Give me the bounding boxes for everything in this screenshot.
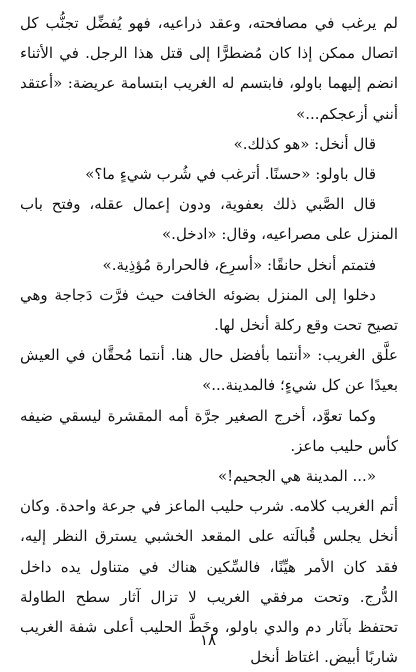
paragraph-4: قال الصَّبي ذلك بعفوية، ودون إعمال عقله، وفتح باب المنزل على مصراعيه، وقال: «ادخل.»	[20, 195, 398, 244]
paragraph-6: دخلوا إلى المنزل بضوئه الخافت حيث فرَّت دَجاجة وهي تصيح تحت وقع ركلة أنخل لها.	[20, 285, 398, 335]
paragraph-8: وكما تعوَّد، أخرج الصغير جرَّة أمه المقشرة ليسقي ضيفه كأس حليب ماعز.	[20, 406, 398, 455]
paragraph-9: «... المدينة هي الجحيم!»	[217, 467, 376, 486]
paragraph-5: فتمتم أنخل حانقًا: «أسرِع، فالحرارة مُؤذِية.»	[102, 255, 376, 274]
paragraph-10: أتم الغريب كلامه. شرب حليب الماعز في جرعة واحدة. وكان أنخل يجلس قُبالَته على المقعد الخشبي يسترق النظر إليه، فقد كان الأمر هيِّنًا، فالسِّكين هناك في متناول يده داخل الدُّرج. وتحت مرفقي الغريب لا تزال آثار سطح الطاولة تحتفظ بآثار دم والدي باولو، وخَطَّ الحليب أعلى شفة الغريب شاربًا أبيض. اغتاظ أنخل	[20, 497, 398, 667]
page-number: ١٨	[199, 631, 217, 649]
page-body	[20, 8, 398, 672]
paragraph-2: قال أنخل: «هو كذلك.»	[233, 134, 376, 153]
paragraph-1: لم يرغب في مصافحته، وعقد ذراعيه، فهو يُفضِّل تجنُّب كل اتصال ممكن إذا كان مُضطرًّا إلى قتل هذا الرجل. في الأثناء انضم إليهما باولو، فابتسم له الغريب ابتسامة عريضة: «أعتقد أنني أزعجكم...»	[20, 14, 398, 123]
paragraph-7: علَّق الغريب: «أنتما بأفضل حال هنا. أنتما مُحقَّان في العيش بعيدًا عن كل شيءٍ؛ فالمدينة...»	[20, 346, 398, 395]
paragraph-3: قال باولو: «حسنًا. أترغب في شُرب شيءٍ ما؟»	[85, 165, 376, 184]
